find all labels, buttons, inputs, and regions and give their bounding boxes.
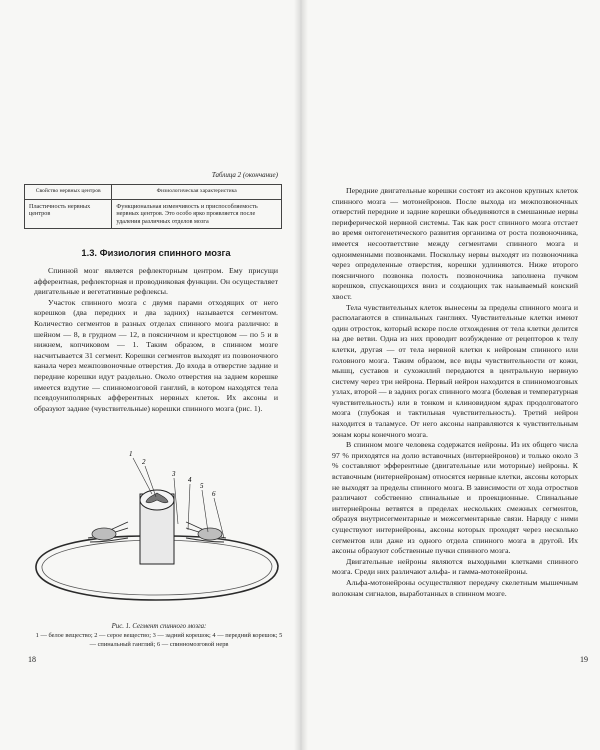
- page-number: 18: [28, 655, 36, 664]
- left-body-text: [34, 266, 278, 414]
- table-row: [25, 199, 282, 229]
- figure-label-4: 4: [188, 476, 192, 484]
- paragraph: В спинном мозге человека содержатся нейроны. Из их общего числа 97 % приходятся на долю вставочных (интернейронов) и только около 3 % составляют эфферентные (двигательные или моторные) нейроны. К вставочным (интернейронам) относятся нервные клетки, аксоны которых не выходят за пределы спинного мозга. В зависимости от хода отростков различают собственно спинальные и проекционные. Спинальные интернейроны ветвятся в пределах нескольких смежных сегментов, образуя внутрисегментарные и межсегментарные связи. Наряду с ними существуют интернейроны, аксоны которых проходят через несколько сегментов или даже из одного отдела спинного мозга в другой. Их аксоны образуют собственные пучки спинного мозга.: [332, 440, 578, 556]
- spinal-segment-figure: [28, 438, 286, 618]
- paragraph: Участок спинного мозга с двумя парами отходящих от него корешков (два передних и два задних) называется сегментом. Количество сегментов в разных отделах спинного мозга различно: в шейном — 8, в грудном — 12, в поясничном и крестцовом — по 5 и в нижнем, копчиковом — 1. Таким образом, в спинном мозге насчитывается 31 сегмент. Корешки сегментов выходят из позвоночного канала через межпозвоночные отверстия. До входа в отверстие задние и передние корешки идут раздельно. Около отверстия на заднем корешке имеется вздутие — спинномозговой ганглий, в котором находятся тела псевдоуниполярных афферентных нервных клеток. Их аксоны и образуют задние (чувствительные) корешки спинного мозга (рис. 1).: [34, 297, 278, 413]
- figure-caption: [34, 622, 284, 649]
- table-cell: Функциональная изменчивость и приспособляемость нервных центров. Это особо ярко проявляется после удаления различных отделов мозга: [112, 199, 282, 229]
- table-header-cell: Свойство нервных центров: [25, 185, 112, 200]
- figure-label-3: 3: [172, 470, 176, 478]
- spinal-ganglion-right: [198, 528, 222, 540]
- spinal-ganglion-left: [92, 528, 116, 540]
- page-number: 19: [580, 655, 588, 664]
- figure-label-5: 5: [200, 482, 204, 490]
- section-heading: 1.3. Физиология спинного мозга: [81, 247, 231, 258]
- paragraph: Тела чувствительных клеток вынесены за пределы спинного мозга и располагаются в спинальных ганглиях. Чувствительные клетки имеют один отросток, который вскоре после отхождения от тела клетки делится на две ветви. Одна из них проводит возбуждение от рецепторов к телу клетки, другая — от тела нервной клетки к нейронам спинного или головного мозга. Таким образом, все виды чувствительности от кожи, мышц, суставов и сухожилий передаются в центральную нервную систему через три нейрона. Первый нейрон находится в спинномозговых узлах, второй — в задних рогах спинного мозга (болевая и температурная чувствительность) или в тонком и клиновидном ядрах продолговатого мозга (глубокая и тактильная чувствительность). Третий нейрон находится в таламусе. От него аксоны направляются к чувствительным зонам коры конечного мозга.: [332, 302, 578, 439]
- table-caption: Таблица 2 (окончание): [211, 171, 278, 179]
- properties-table: [24, 184, 282, 229]
- figure-label-2: 2: [142, 458, 146, 466]
- table-cell: Пластичность нервных центров: [25, 199, 112, 229]
- figure-legend: 1 — белое вещество; 2 — серое вещество; 3 — задний корешок; 4 — передний корешок; 5 — спинальный ганглий; 6 — спинномозговой нерв: [35, 632, 283, 648]
- paragraph: Альфа-мотонейроны осуществляют передачу скелетным мышечным волокнам сигналов, выработанных в спинном мозге.: [332, 577, 578, 598]
- figure-label-6: 6: [212, 490, 216, 498]
- paragraph: Спинной мозг является рефлекторным центром. Ему присущи афферентная, рефлекторная и проводниковая функции. Он осуществляет двигательные и вегетативные рефлексы.: [34, 266, 278, 297]
- table-header-row: [25, 185, 282, 200]
- right-body-text: [332, 186, 578, 599]
- figure-label-1: 1: [129, 450, 133, 458]
- paragraph: Передние двигательные корешки состоят из аксонов крупных клеток спинного мозга — мотонейронов. После выхода из межпозвоночных отверстий передние и задние корешки объединяются в смешанные нервы периферической нервной системы. Так как рост спинного мозга отстает во время онтогенетического развития организма от роста позвоночника, имеется несоответствие между сегментами спинного мозга и одноименными позвонками. Поскольку нервы выходят из позвоночника через определенные отверстия, корешки удлиняются. Ниже второго поясничного позвонка полость позвоночника заполнена пучком корешков, спускающихся вниз и создающих так называемый конский хвост.: [332, 186, 578, 301]
- table-header-cell: Физиологическая характеристика: [112, 185, 282, 200]
- left-page: [0, 0, 298, 750]
- figure-title: Рис. 1. Сегмент спинного мозга:: [111, 623, 207, 630]
- right-page: [302, 0, 600, 750]
- paragraph: Двигательные нейроны являются выходными клетками спинного мозга. Среди них различают альфа- и гамма-мотонейроны.: [332, 556, 578, 577]
